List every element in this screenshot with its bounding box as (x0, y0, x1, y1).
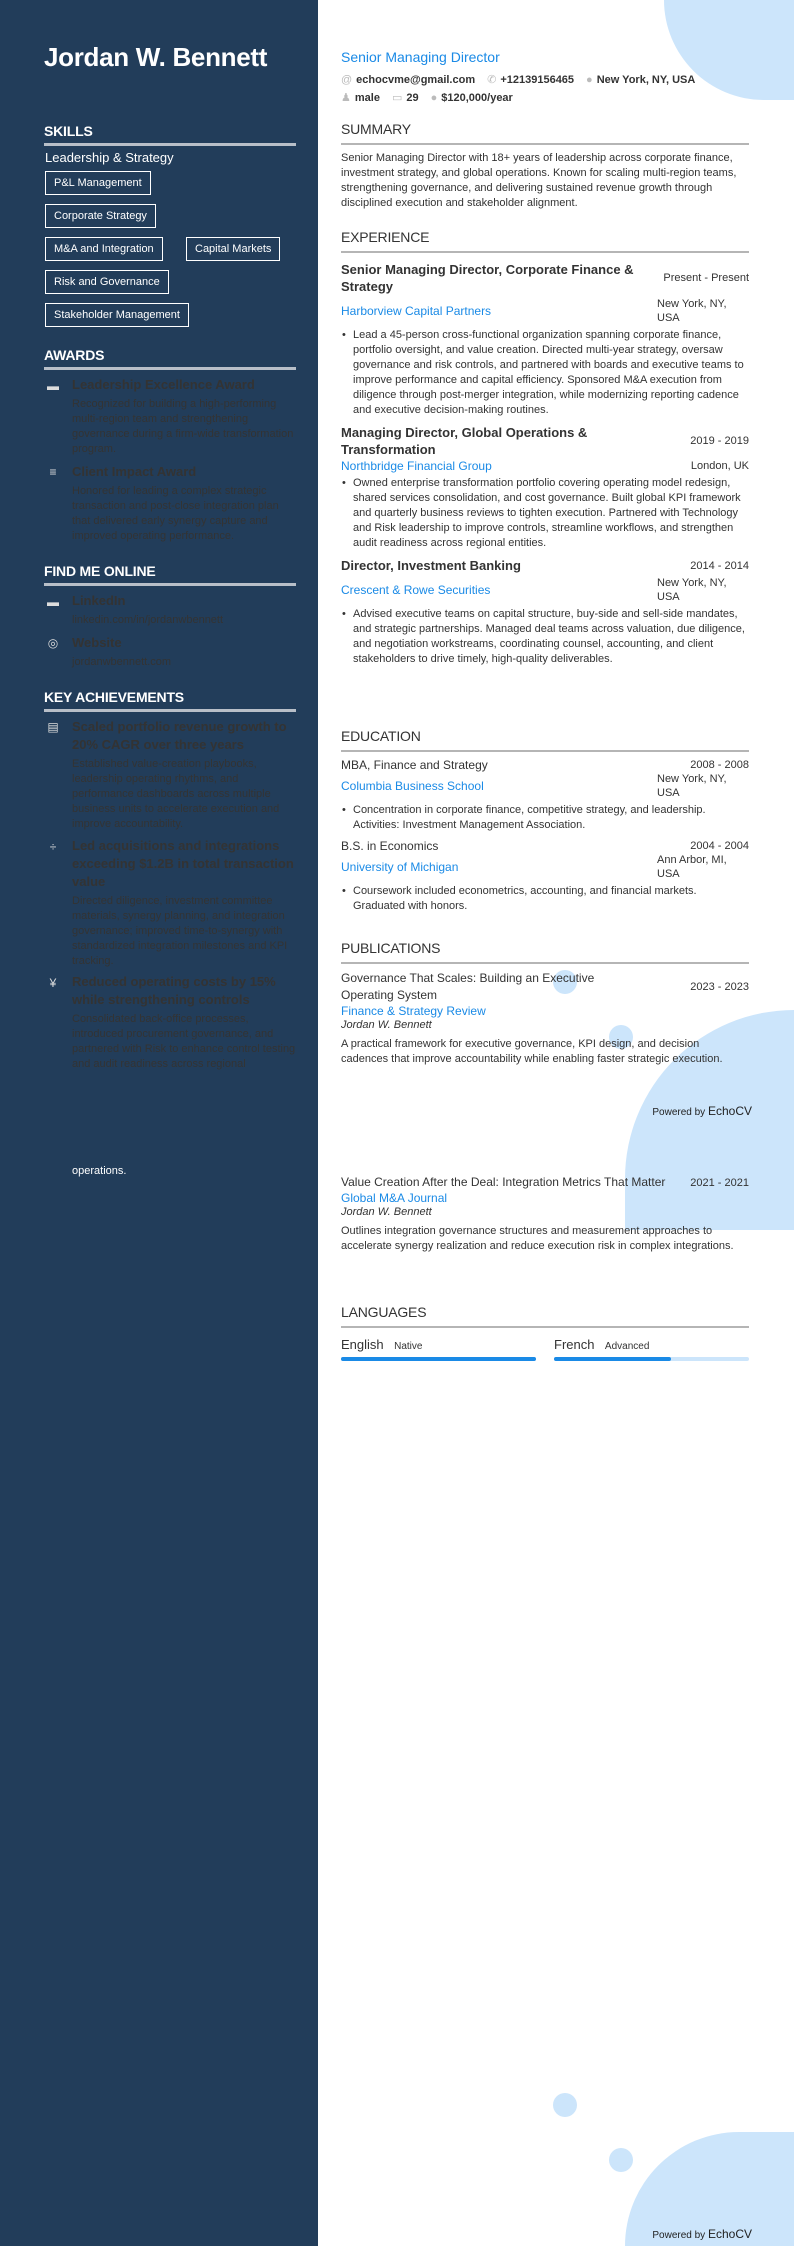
achievement-desc: Established value-creation playbooks, leadership operating rhythms, and performance dashboards across multiple business units to accelerate execution and improve accountability. (72, 758, 280, 830)
powered-by (652, 1104, 752, 1118)
publication-item (341, 970, 749, 1067)
education-item (341, 839, 749, 914)
language-bar-fill (554, 1357, 671, 1361)
edu-school: University of Michigan (341, 860, 459, 874)
linkedin-link[interactable]: linkedin.com/in/jordanwbennett (72, 614, 224, 626)
decor-dot (609, 2148, 633, 2172)
personal-row (341, 91, 749, 104)
publication-item (341, 1174, 749, 1254)
money-icon: ● (430, 91, 438, 104)
online-label: LinkedIn (72, 593, 126, 608)
award-desc: Honored for leading a complex strategic transaction and post-close integration plan that delivered early synergy capture and improved operating performance. (72, 485, 279, 542)
exp-bullet: • Advised executive teams on capital structure, buy-side and sell-side mandates, and strategic partnerships. Managed deal teams across valuation, due diligence, and negotiation workstreams, coordinating counsel, accounting, and client stakeholders to drive timely, high-quality deliverables. (341, 607, 749, 667)
exp-bullet: • Owned enterprise transformation portfolio covering operating model redesign, shared services consolidation, and cost governance. Built global KPI framework and quarterly business reviews to tighten execution. Partnered with Technology and Risk leadership to improve controls, streamline workflows, and strengthen audit readiness across regional entities. (341, 476, 749, 551)
phone[interactable]: +12139156465 (500, 74, 575, 86)
online-website[interactable] (72, 634, 298, 670)
education-heading: EDUCATION (341, 728, 749, 752)
experience-item (341, 261, 749, 418)
exp-dates: 2019 - 2019 (690, 435, 749, 447)
email-icon: @ (341, 73, 353, 86)
pub-title: Governance That Scales: Building an Executive Operating System (341, 971, 595, 1002)
online-linkedin[interactable] (72, 592, 298, 628)
experience-heading: EXPERIENCE (341, 229, 749, 253)
globe-icon: ◎ (47, 636, 59, 650)
exp-dates: Present - Present (663, 272, 749, 284)
contact-row (341, 73, 749, 86)
publications-section (341, 940, 749, 1067)
online-label: Website (72, 635, 122, 650)
achievements-heading: KEY ACHIEVEMENTS (44, 689, 296, 712)
award-item (72, 463, 298, 544)
skill-tag: Stakeholder Management (45, 303, 189, 327)
decor-dot (553, 2093, 577, 2117)
sidebar (0, 0, 318, 2246)
website-link[interactable]: jordanwbennett.com (72, 656, 172, 668)
edu-location: Ann Arbor, MI, USA (657, 854, 727, 880)
edu-school: Columbia Business School (341, 779, 484, 793)
awards-heading: AWARDS (44, 347, 296, 370)
location: New York, NY, USA (596, 73, 696, 86)
skill-tag: M&A and Integration (45, 237, 163, 261)
languages-heading: LANGUAGES (341, 1304, 749, 1328)
online-heading: FIND ME ONLINE (44, 563, 296, 586)
salary: $120,000/year (441, 91, 513, 104)
pub-dates: 2023 - 2023 (690, 981, 749, 993)
skill-tag: Capital Markets (186, 237, 280, 261)
edu-degree: B.S. in Economics (341, 839, 439, 853)
edu-dates: 2004 - 2004 (690, 840, 749, 852)
achievement-item (72, 718, 298, 832)
pub-author: Jordan W. Bennett (341, 1206, 432, 1218)
language-name: English (341, 1337, 384, 1352)
exp-dates: 2014 - 2014 (690, 559, 749, 572)
achievement-item (72, 973, 298, 1072)
publications-heading: PUBLICATIONS (341, 940, 749, 964)
award-title: Leadership Excellence Award (72, 377, 255, 392)
yen-coin-icon: ¥ (49, 976, 57, 990)
job-title: Senior Managing Director (341, 49, 500, 65)
edu-degree: MBA, Finance and Strategy (341, 758, 488, 772)
award-title: Client Impact Award (72, 464, 197, 479)
edu-dates: 2008 - 2008 (690, 759, 749, 771)
achievement-item (72, 837, 298, 969)
exp-title: Senior Managing Director, Corporate Finance & Strategy (341, 262, 634, 294)
exp-title: Director, Investment Banking (341, 558, 521, 573)
exp-bullet: • Lead a 45-person cross-functional organization spanning corporate finance, portfolio oversight, and value creation. Directed multi-year strategy, oversaw governance and risk controls, and partnered with boards and executive teams to improve performance and capital efficiency. Sponsored M&A execution from diligence through post-merger integration, while modernizing reporting cadence and executive decision-making routines. (341, 328, 749, 418)
edu-bullet: • Coursework included econometrics, accounting, and financial markets. Graduated with honors. (341, 884, 749, 914)
experience-item (341, 557, 749, 667)
gender: male (354, 92, 380, 104)
pub-title: Value Creation After the Deal: Integration Metrics That Matter (341, 1175, 666, 1189)
divide-icon: ÷ (49, 840, 57, 854)
location-pin-icon: ● (586, 73, 593, 86)
pub-publisher: Finance & Strategy Review (341, 1004, 486, 1018)
exp-location: New York, NY, USA (657, 298, 727, 324)
language-bar (341, 1357, 536, 1361)
languages-section (341, 1304, 749, 1361)
award-item (72, 376, 298, 457)
pub-publisher: Global M&A Journal (341, 1191, 448, 1205)
edu-location: New York, NY, USA (657, 773, 727, 799)
language-item (554, 1336, 749, 1361)
exp-title: Managing Director, Global Operations & Transformation (341, 425, 588, 457)
award-badge-icon: ▬ (47, 379, 59, 393)
language-bar-fill (341, 1357, 536, 1361)
skill-tag: Risk and Governance (45, 270, 169, 294)
award-list-icon: ≡ (49, 465, 57, 479)
exp-location: New York, NY, USA (657, 577, 727, 603)
person-icon: ♟ (341, 92, 351, 104)
summary-text: Senior Managing Director with 18+ years of leadership across corporate finance, investment strategy, and global operations. Known for scaling multi-region teams, strengthening governance, and delivering sustained revenue growth through disciplined execution and stakeholder alignment. (341, 152, 737, 209)
edu-bullet: • Concentration in corporate finance, competitive strategy, and leadership. Activities: Investment Management Association. (341, 803, 749, 833)
skills-heading: SKILLS (44, 123, 296, 146)
exp-location: London, UK (690, 460, 749, 472)
powered-label: Powered by (652, 1107, 706, 1118)
summary-heading: SUMMARY (341, 121, 749, 145)
echocv-brand[interactable]: EchoCV (707, 2227, 752, 2241)
linkedin-icon: ▬ (47, 595, 59, 609)
exp-company: Crescent & Rowe Securities (341, 583, 491, 597)
calendar-icon: ▭ (391, 92, 403, 104)
powered-label: Powered by (652, 2230, 706, 2241)
document-icon: ▤ (47, 720, 59, 734)
pub-dates: 2021 - 2021 (690, 1176, 749, 1189)
education-item (341, 758, 749, 833)
language-level: Advanced (604, 1341, 650, 1352)
exp-company: Northbridge Financial Group (341, 459, 492, 473)
experience-item (341, 424, 749, 551)
pub-desc: A practical framework for executive governance, KPI design, and decision cadences that improve accountability while enabling faster strategic execution. (341, 1038, 723, 1065)
achievement-title: Led acquisitions and integrations exceeding $1.2B in total transaction value (72, 838, 294, 889)
achievement-desc: Consolidated back-office processes, introduced procurement governance, and partnered with Risk to enhance control testing and audit readiness across regional (72, 1013, 296, 1070)
skill-tag: Corporate Strategy (45, 204, 156, 228)
achievement-title: Scaled portfolio revenue growth to 20% CAGR over three years (72, 719, 287, 752)
age: 29 (406, 92, 419, 104)
skill-group: Leadership & Strategy (45, 150, 174, 165)
award-desc: Recognized for building a high-performing multi-region team and strengthening governance during a firm-wide transformation program. (72, 398, 294, 455)
phone-icon: ✆ (487, 74, 497, 86)
skill-tag: P&L Management (45, 171, 151, 195)
language-name: French (554, 1337, 595, 1352)
exp-company: Harborview Capital Partners (341, 304, 492, 318)
email[interactable]: echocvme@gmail.com (356, 73, 476, 86)
powered-by (652, 2227, 752, 2241)
candidate-name: Jordan W. Bennett (44, 42, 268, 72)
pub-desc: Outlines integration governance structures and measurement approaches to accelerate synergy realization and reduce execution risk in complex integrations. (341, 1225, 734, 1252)
pub-author: Jordan W. Bennett (341, 1019, 432, 1031)
language-level: Native (394, 1341, 423, 1352)
achievement-desc: Directed diligence, investment committee materials, synergy planning, and integration governance; improved time-to-synergy with standardized integration milestones and KPI tracking. (72, 895, 288, 967)
achievement-desc-continued: operations. (72, 1165, 127, 1177)
language-bar (554, 1357, 749, 1361)
echocv-brand[interactable]: EchoCV (707, 1104, 752, 1118)
language-item (341, 1336, 536, 1361)
experience-section (341, 229, 749, 667)
education-section (341, 728, 749, 914)
achievement-title: Reduced operating costs by 15% while strengthening controls (72, 974, 276, 1007)
